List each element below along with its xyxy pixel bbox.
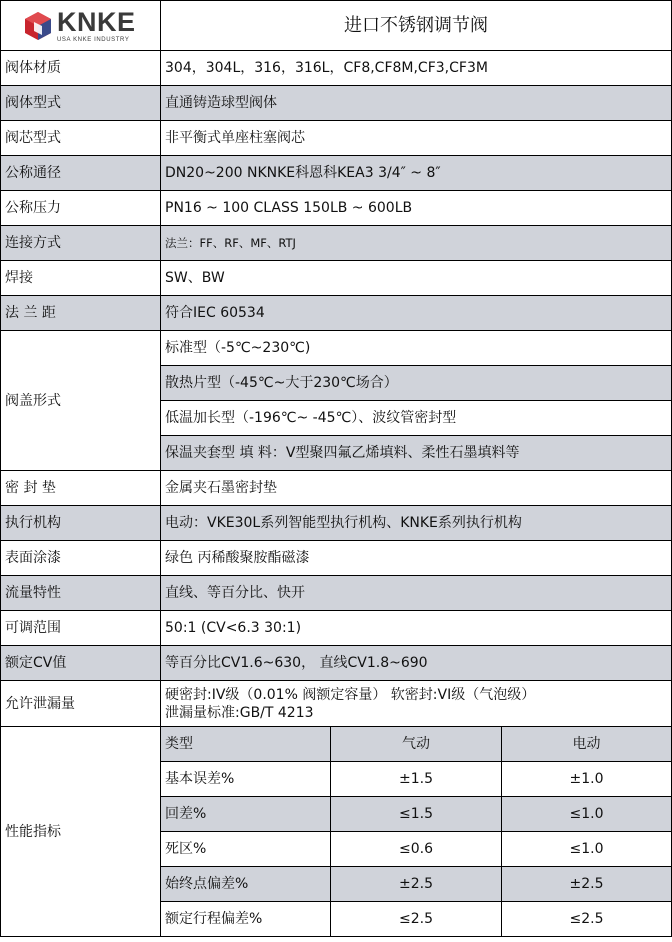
logo-cell xyxy=(1,1,161,51)
spec-row xyxy=(1,191,672,226)
perf-pneumatic: ≤1.5 xyxy=(331,797,502,832)
bonnet-option: 低温加长型（-196℃~ -45℃）、波纹管密封型 xyxy=(161,401,672,436)
leakage-line-2: 泄漏量标准:GB/T 4213 xyxy=(165,704,314,721)
perf-electric: ±2.5 xyxy=(502,867,672,902)
page-title: 进口不锈钢调节阀 xyxy=(161,1,672,51)
perf-col-header: 电动 xyxy=(502,727,672,762)
bonnet-label: 阀盖形式 xyxy=(1,331,161,471)
perf-name: 基本误差% xyxy=(161,762,331,797)
spec-value: PN16 ~ 100 CLASS 150LB ~ 600LB xyxy=(161,191,672,226)
perf-col-header: 气动 xyxy=(331,727,502,762)
spec-row xyxy=(1,576,672,611)
spec-label: 焊接 xyxy=(1,261,161,296)
spec-row xyxy=(1,611,672,646)
performance-header-row xyxy=(1,727,672,762)
perf-name: 死区% xyxy=(161,832,331,867)
spec-row xyxy=(1,261,672,296)
leakage-value xyxy=(161,681,672,727)
performance-label: 性能指标 xyxy=(1,727,161,937)
knke-logo xyxy=(1,8,160,44)
spec-value: 50:1 (CV<6.3 30:1) xyxy=(161,611,672,646)
spec-row xyxy=(1,541,672,576)
spec-label: 额定CV值 xyxy=(1,646,161,681)
leakage-line-1: 硬密封:IV级（0.01% 阀额定容量） 软密封:VI级（气泡级） xyxy=(165,686,536,703)
logo-tagline: USA KNKE INDUSTRY xyxy=(57,36,130,43)
perf-pneumatic: ≤2.5 xyxy=(331,902,502,937)
spec-row xyxy=(1,156,672,191)
spec-value: 非平衡式单座柱塞阀芯 xyxy=(161,121,672,156)
perf-pneumatic: ≤0.6 xyxy=(331,832,502,867)
spec-value: 绿色 丙稀酸聚胺酯磁漆 xyxy=(161,541,672,576)
spec-label: 密 封 垫 xyxy=(1,471,161,506)
leakage-label: 允许泄漏量 xyxy=(1,681,161,727)
perf-electric: ≤1.0 xyxy=(502,832,672,867)
perf-col-header: 类型 xyxy=(161,727,331,762)
spec-row xyxy=(1,471,672,506)
spec-value: 金属夹石墨密封垫 xyxy=(161,471,672,506)
perf-name: 额定行程偏差% xyxy=(161,902,331,937)
perf-electric: ±1.0 xyxy=(502,762,672,797)
bonnet-option: 标准型（-5℃~230℃) xyxy=(161,331,672,366)
spec-value: SW、BW xyxy=(161,261,672,296)
perf-name: 始终点偏差% xyxy=(161,867,331,902)
perf-electric: ≤2.5 xyxy=(502,902,672,937)
spec-value: 304，304L，316，316L，CF8,CF8M,CF3,CF3M xyxy=(161,51,672,86)
spec-label: 阀体材质 xyxy=(1,51,161,86)
cube-logo-icon xyxy=(23,11,53,41)
perf-name: 回差% xyxy=(161,797,331,832)
spec-label: 阀芯型式 xyxy=(1,121,161,156)
spec-value: 直线、等百分比、快开 xyxy=(161,576,672,611)
spec-row xyxy=(1,226,672,261)
spec-row xyxy=(1,51,672,86)
spec-label: 执行机构 xyxy=(1,506,161,541)
leakage-row xyxy=(1,681,672,727)
bonnet-option: 散热片型（-45℃~大于230℃场合） xyxy=(161,366,672,401)
spec-label: 公称压力 xyxy=(1,191,161,226)
bonnet-row xyxy=(1,331,672,366)
spec-label: 可调范围 xyxy=(1,611,161,646)
spec-value: 等百分比CV1.6~630， 直线CV1.8~690 xyxy=(161,646,672,681)
spec-value: 符合IEC 60534 xyxy=(161,296,672,331)
spec-value: 直通铸造球型阀体 xyxy=(161,86,672,121)
perf-electric: ≤1.0 xyxy=(502,797,672,832)
spec-row xyxy=(1,296,672,331)
perf-pneumatic: ±1.5 xyxy=(331,762,502,797)
spec-label: 法 兰 距 xyxy=(1,296,161,331)
spec-row xyxy=(1,121,672,156)
spec-value: 电动：VKE30L系列智能型执行机构、KNKE系列执行机构 xyxy=(161,506,672,541)
spec-value: 法兰：FF、RF、MF、RTJ xyxy=(161,226,672,261)
spec-label: 连接方式 xyxy=(1,226,161,261)
perf-pneumatic: ±2.5 xyxy=(331,867,502,902)
spec-label: 流量特性 xyxy=(1,576,161,611)
spec-label: 阀体型式 xyxy=(1,86,161,121)
spec-row xyxy=(1,506,672,541)
spec-label: 表面涂漆 xyxy=(1,541,161,576)
spec-label: 公称通径 xyxy=(1,156,161,191)
spec-row xyxy=(1,86,672,121)
logo-text: KNKE xyxy=(57,6,136,37)
spec-row xyxy=(1,646,672,681)
spec-value: DN20~200 NKNKE科恩科KEA3 3/4″ ~ 8″ xyxy=(161,156,672,191)
header-row xyxy=(1,1,672,51)
bonnet-option: 保温夹套型 填 料：V型聚四氟乙烯填料、柔性石墨填料等 xyxy=(161,436,672,471)
